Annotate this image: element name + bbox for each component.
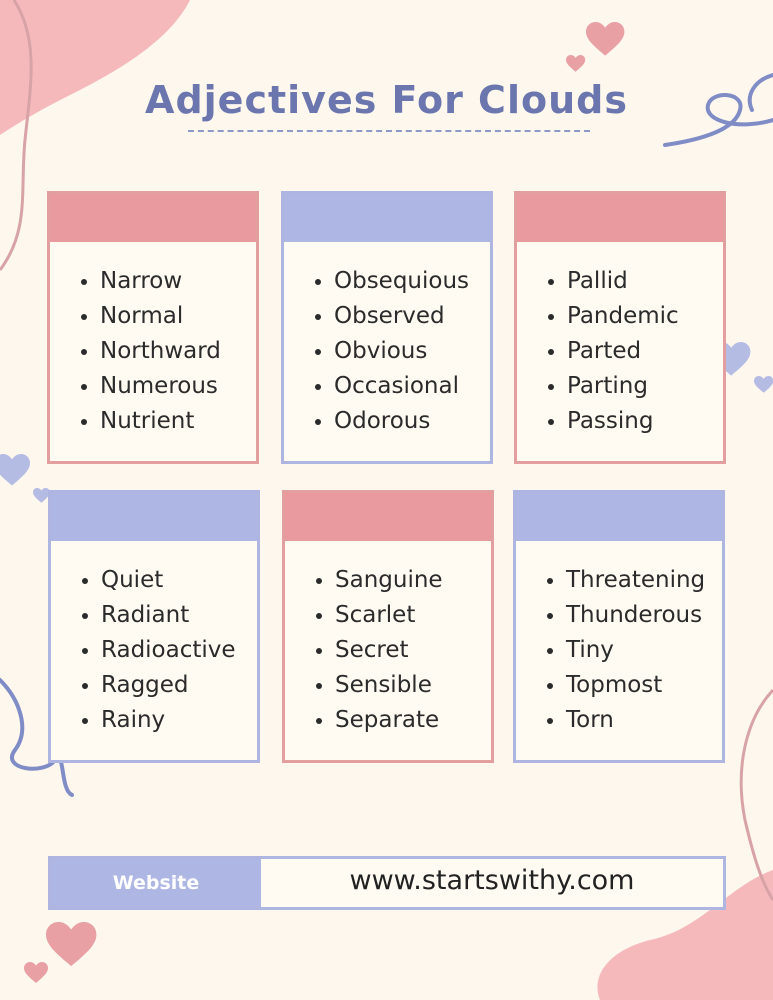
adjective-card-s — [282, 490, 494, 763]
list-item: • Observed — [334, 299, 490, 334]
list-item: • Obsequious — [334, 264, 490, 299]
adjective-card-o — [281, 191, 493, 464]
website-footer — [48, 856, 726, 910]
list-item: • Scarlet — [335, 598, 491, 633]
list-item: • Sensible — [335, 668, 491, 703]
adjective-list — [284, 242, 490, 439]
list-item: • Nutrient — [100, 404, 256, 439]
list-item: • Radioactive — [101, 633, 257, 668]
list-item: • Pallid — [567, 264, 723, 299]
list-item: • Numerous — [100, 369, 256, 404]
list-item: • Northward — [100, 334, 256, 369]
website-label: Website — [51, 859, 261, 907]
list-item: • Torn — [566, 703, 722, 738]
adjective-card-t — [513, 490, 725, 763]
list-item: • Parting — [567, 369, 723, 404]
list-item: • Sanguine — [335, 563, 491, 598]
card-header — [284, 194, 490, 242]
list-item: • Radiant — [101, 598, 257, 633]
card-header — [517, 194, 723, 242]
list-item: • Normal — [100, 299, 256, 334]
adjective-list — [50, 242, 256, 439]
card-header — [51, 493, 257, 541]
squiggle-line-right — [741, 690, 773, 900]
card-header — [285, 493, 491, 541]
list-item: • Quiet — [101, 563, 257, 598]
website-link[interactable]: www.startswithy.com — [349, 864, 635, 896]
list-item: • Parted — [567, 334, 723, 369]
adjective-card-q-r — [48, 490, 260, 763]
adjective-card-p — [514, 191, 726, 464]
list-item: • Odorous — [334, 404, 490, 439]
adjective-card-n — [47, 191, 259, 464]
list-item: • Obvious — [334, 334, 490, 369]
card-header — [50, 194, 256, 242]
list-item: • Tiny — [566, 633, 722, 668]
list-item: • Secret — [335, 633, 491, 668]
list-item: • Ragged — [101, 668, 257, 703]
adjective-list — [285, 541, 491, 738]
adjective-list — [51, 541, 257, 738]
list-item: • Thunderous — [566, 598, 722, 633]
adjective-list — [517, 242, 723, 439]
list-item: • Threatening — [566, 563, 722, 598]
list-item: • Occasional — [334, 369, 490, 404]
list-item: • Narrow — [100, 264, 256, 299]
title-underline — [188, 130, 590, 132]
list-item: • Topmost — [566, 668, 722, 703]
list-item: • Separate — [335, 703, 491, 738]
list-item: • Rainy — [101, 703, 257, 738]
list-item: • Pandemic — [567, 299, 723, 334]
page-title: Adjectives For Clouds — [145, 78, 628, 122]
adjective-list — [516, 541, 722, 738]
list-item: • Passing — [567, 404, 723, 439]
card-header — [516, 493, 722, 541]
